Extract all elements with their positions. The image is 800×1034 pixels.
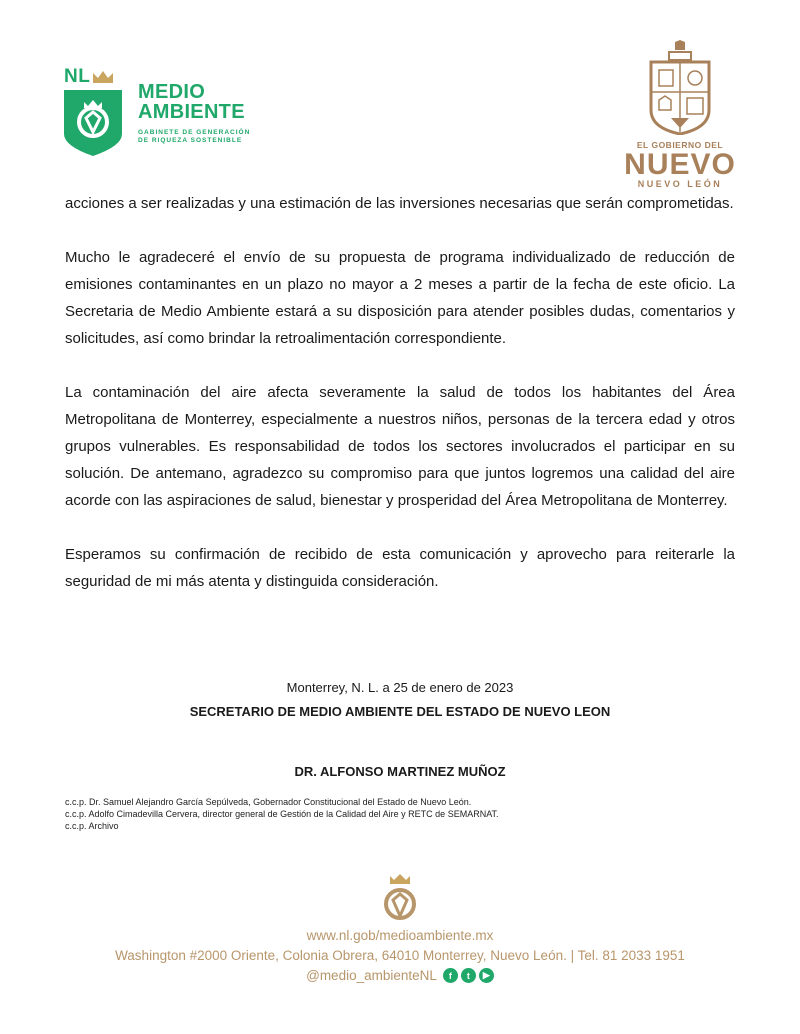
social-icons (443, 968, 494, 983)
logo-title-line2: AMBIENTE (138, 101, 245, 123)
ccp-item: c.c.p. Adolfo Cimadevilla Cervera, director general de Gestión de la Calidad del Aire y RETC de SEMARNAT. (65, 809, 499, 819)
youtube-icon[interactable]: ▶ (479, 968, 494, 983)
logo-subtitle (138, 129, 250, 145)
footer-logo-icon (380, 874, 420, 924)
gobierno-small-text: EL GOBIERNO DEL (636, 140, 724, 150)
crown-icon (92, 70, 114, 84)
gobierno-big-text: NUEVO (624, 148, 736, 181)
paragraph-1: acciones a ser realizadas y una estimación de las inversiones necesarias que serán comprometidas. (65, 195, 734, 212)
coat-of-arms-icon (645, 40, 715, 135)
ccp-item: c.c.p. Archivo (65, 821, 119, 831)
footer-website[interactable]: www.nl.gob/medioambiente.mx (306, 928, 494, 943)
logo-subtitle-line2: DE RIQUEZA SOSTENIBLE (138, 137, 243, 144)
logo-subtitle-line1: GABINETE DE GENERACIÓN (138, 129, 251, 136)
medio-ambiente-logo (60, 62, 260, 162)
signer-name: DR. ALFONSO MARTINEZ MUÑOZ (294, 764, 506, 779)
logo-nl-text: NL (64, 66, 91, 87)
gobierno-sub-text: NUEVO LEÓN (637, 179, 723, 189)
ccp-list (65, 796, 499, 832)
footer-social (0, 968, 800, 983)
signer-title: SECRETARIO DE MEDIO AMBIENTE DEL ESTADO DE NUEVO LEON (189, 704, 611, 719)
gobierno-nuevo-leon-logo (620, 40, 740, 190)
ccp-item: c.c.p. Dr. Samuel Alejandro García Sepúlveda, Gobernador Constitucional del Estado de Nuevo León. (65, 797, 472, 807)
twitter-icon[interactable]: t (461, 968, 476, 983)
letter-body (65, 190, 735, 595)
paragraph-3: La contaminación del aire afecta severamente la salud de todos los habitantes del Área Metropolitana de Monterrey, especialmente a nuestros niños, personas de la tercera edad y otros grupos vulnerables. Es responsabilidad de todos los sectores involucrados el participar en su solución. De antemano, agradezco su compromiso para que juntos logremos una calidad del aire acorde con las aspiraciones de salud, bienestar y prosperidad del Área Metropolitana de Monterrey. (65, 384, 735, 509)
paragraph-2: Mucho le agradeceré el envío de su propuesta de programa individualizado de reducción de emisiones contaminantes en un plazo no mayor a 2 meses a partir de la fecha de este oficio. La Secretaria de Medio Ambiente estará a su disposición para atender posibles dudas, comentarios y solicitudes, así como brindar la retroalimentación correspondiente. (65, 249, 735, 347)
shield-logo-icon (62, 88, 124, 158)
footer-address: Washington #2000 Oriente, Colonia Obrera, 64010 Monterrey, Nuevo León. | Tel. 81 2033 1951 (115, 948, 685, 963)
logo-title-line1: MEDIO (138, 81, 206, 103)
footer-handle[interactable]: @medio_ambienteNL (306, 968, 437, 983)
place-date: Monterrey, N. L. a 25 de enero de 2023 (286, 680, 514, 695)
facebook-icon[interactable]: f (443, 968, 458, 983)
paragraph-4: Esperamos su confirmación de recibido de esta comunicación y aprovecho para reiterarle la seguridad de mi más atenta y distinguida consideración. (65, 546, 735, 590)
logo-title (138, 82, 245, 122)
